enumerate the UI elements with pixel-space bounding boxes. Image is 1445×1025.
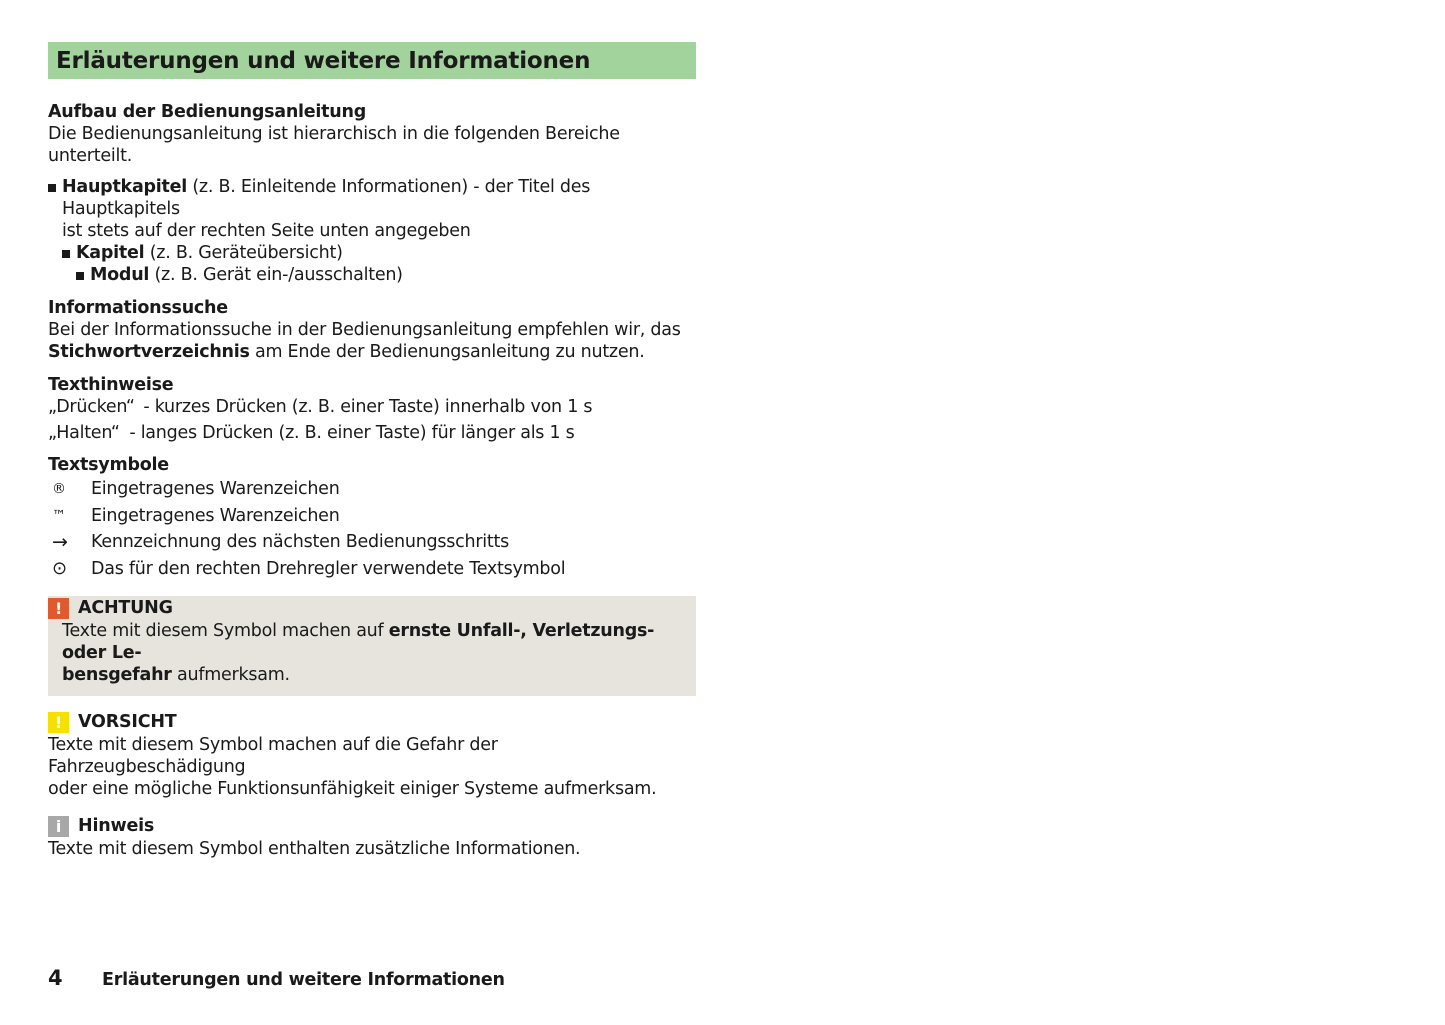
hinweis-text: Texte mit diesem Symbol enthalten zusätzliche Informationen. bbox=[48, 839, 581, 859]
symbol-row bbox=[48, 503, 696, 530]
content-column bbox=[48, 42, 696, 860]
item-bold: Hauptkapitel bbox=[62, 177, 188, 197]
hinweis-heading-row bbox=[48, 814, 696, 838]
bullet-icon bbox=[48, 184, 56, 192]
item-text: (z. B. Gerät ein-/ausschalten) bbox=[149, 265, 403, 285]
trademark-icon: ™ bbox=[52, 507, 66, 524]
symbol-row bbox=[48, 529, 696, 556]
hint-quote: „Halten“ bbox=[48, 423, 120, 443]
section-symbole bbox=[48, 454, 696, 582]
hierarchy-list bbox=[48, 176, 696, 286]
bullet-icon bbox=[62, 250, 70, 258]
footer-title: Erläuterungen und weitere Informationen bbox=[102, 970, 505, 990]
section-heading: Textsymbole bbox=[48, 455, 169, 475]
page-number: 4 bbox=[48, 966, 63, 990]
section-heading: Texthinweise bbox=[48, 375, 174, 395]
arrow-right-icon: → bbox=[52, 531, 68, 554]
section-heading: Aufbau der Bedienungsanleitung bbox=[48, 102, 366, 122]
symbol-text: Kennzeichnung des nächsten Bedienungsschritts bbox=[91, 532, 509, 553]
section-suche bbox=[48, 297, 696, 363]
vorsicht-note bbox=[48, 710, 696, 800]
section-text: Die Bedienungsanleitung ist hierarchisch in die folgenden Bereiche unterteilt. bbox=[48, 124, 620, 166]
list-item bbox=[48, 242, 696, 264]
caution-icon: ! bbox=[48, 712, 69, 733]
registered-icon: ® bbox=[52, 481, 66, 498]
page-title: Erläuterungen und weitere Informationen bbox=[56, 47, 591, 74]
section-text: Bei der Informationssuche in der Bedienungsanleitung empfehlen wir, das Stichwortverzeichnis am Ende der Bedienungsanleitung zu nutzen. bbox=[48, 320, 681, 362]
hinweis-heading: Hinweis bbox=[78, 816, 155, 836]
section-heading: Informationssuche bbox=[48, 298, 228, 318]
achtung-heading: ACHTUNG bbox=[78, 598, 173, 618]
item-bold: Kapitel bbox=[76, 243, 145, 263]
list-item bbox=[48, 176, 696, 242]
vorsicht-heading: VORSICHT bbox=[78, 712, 177, 732]
item-text: (z. B. Einleitende Informationen) - der Titel des Hauptkapitels bbox=[62, 177, 591, 219]
hint-text: - langes Drücken (z. B. einer Taste) für länger als 1 s bbox=[124, 423, 575, 443]
warning-icon: ! bbox=[48, 598, 69, 619]
vorsicht-heading-row bbox=[48, 710, 696, 734]
section-hinweise bbox=[48, 374, 696, 446]
item-bold: Modul bbox=[90, 265, 150, 285]
achtung-text: Texte mit diesem Symbol machen auf ernste Unfall-, Verletzungs- oder Le- bensgefahr aufmerksam. bbox=[62, 621, 655, 685]
item-text: ist stets auf der rechten Seite unten angegeben bbox=[62, 221, 471, 241]
achtung-box bbox=[48, 596, 696, 696]
title-bar bbox=[48, 42, 696, 79]
page-footer bbox=[48, 966, 505, 990]
symbol-text: Das für den rechten Drehregler verwendete Textsymbol bbox=[91, 558, 566, 579]
symbol-text: Eingetragenes Warenzeichen bbox=[91, 505, 340, 526]
hinweis-note bbox=[48, 814, 696, 860]
hint-row bbox=[48, 420, 696, 446]
info-icon: i bbox=[48, 816, 69, 837]
item-text: (z. B. Geräteübersicht) bbox=[144, 243, 343, 263]
rotary-knob-icon: ⊙ bbox=[52, 558, 67, 580]
keyword-bold: Stichwortverzeichnis bbox=[48, 342, 250, 362]
symbol-text: Eingetragenes Warenzeichen bbox=[91, 479, 340, 500]
achtung-heading-row bbox=[48, 596, 682, 620]
hint-row bbox=[48, 394, 696, 420]
section-aufbau bbox=[48, 101, 696, 286]
bullet-icon bbox=[76, 272, 84, 280]
symbol-row bbox=[48, 556, 696, 583]
hint-text: - kurzes Drücken (z. B. einer Taste) innerhalb von 1 s bbox=[138, 397, 593, 417]
vorsicht-text: Texte mit diesem Symbol machen auf die Gefahr der Fahrzeugbeschädigung oder eine mögliche Funktionsunfähigkeit einiger Systeme aufmerksam. bbox=[48, 735, 657, 799]
hint-quote: „Drücken“ bbox=[48, 397, 135, 417]
list-item bbox=[48, 264, 696, 286]
symbol-row bbox=[48, 476, 696, 503]
